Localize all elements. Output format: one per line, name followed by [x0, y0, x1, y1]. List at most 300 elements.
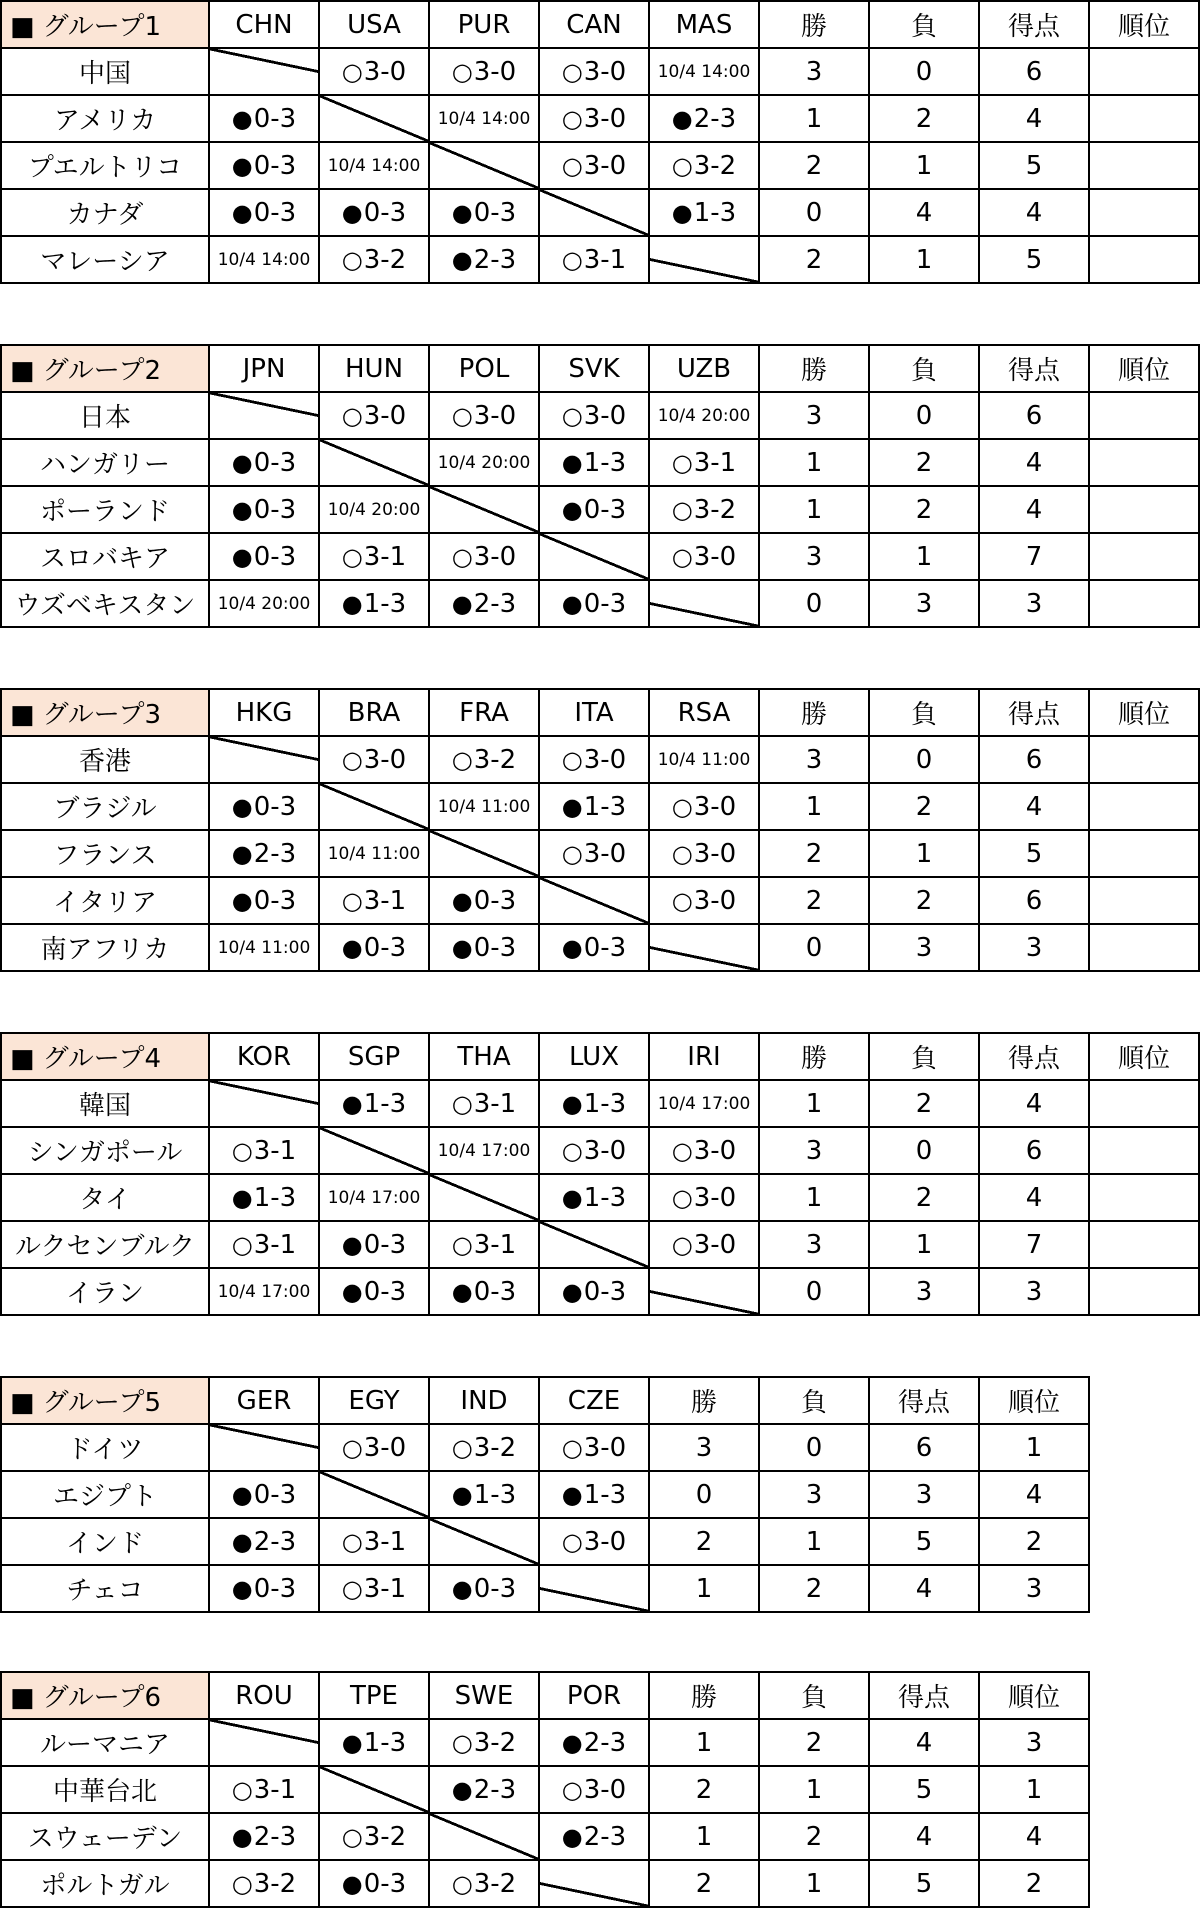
match-result	[539, 1719, 649, 1766]
match-result	[429, 1268, 539, 1315]
match-score: 3-0	[363, 56, 407, 87]
points-header: 得点	[979, 689, 1089, 736]
match-result	[319, 736, 429, 783]
win-circle-icon: ○	[341, 745, 363, 774]
points-header: 得点	[869, 1672, 979, 1719]
match-score: 1-3	[473, 1479, 517, 1510]
group-title	[1, 345, 209, 392]
match-result	[209, 1174, 319, 1221]
team-name: 中国	[1, 48, 209, 95]
match-score: 3-0	[693, 541, 737, 572]
losses-value: 0	[869, 48, 979, 95]
win-circle-icon: ○	[561, 745, 583, 774]
team-name: チェコ	[1, 1565, 209, 1612]
match-score: 3-1	[473, 1088, 517, 1119]
rank-value	[1089, 236, 1199, 283]
match-score: 3-0	[693, 791, 737, 822]
match-result	[429, 1860, 539, 1907]
rank-value	[1089, 486, 1199, 533]
match-score: 3-1	[253, 1229, 297, 1260]
loss-dot-icon: ●	[451, 886, 473, 915]
match-result	[319, 392, 429, 439]
loss-dot-icon: ●	[231, 886, 253, 915]
loss-dot-icon: ●	[231, 792, 253, 821]
rank-value	[1089, 1221, 1199, 1268]
diagonal-cell	[649, 580, 759, 627]
win-circle-icon: ○	[341, 1527, 363, 1556]
win-circle-icon: ○	[561, 1775, 583, 1804]
losses-header: 負	[869, 689, 979, 736]
match-score: 3-1	[363, 1526, 407, 1557]
match-result	[319, 189, 429, 236]
team-name: プエルトリコ	[1, 142, 209, 189]
table-row	[1, 142, 1199, 189]
loss-dot-icon: ●	[561, 1089, 583, 1118]
win-circle-icon: ○	[451, 745, 473, 774]
scheduled-match: 10/4 20:00	[429, 439, 539, 486]
group-title	[1, 1033, 209, 1080]
win-circle-icon: ○	[451, 1230, 473, 1259]
match-score: 3-2	[363, 1821, 407, 1852]
match-result	[319, 1518, 429, 1565]
match-score: 3-1	[473, 1229, 517, 1260]
points-value: 6	[979, 877, 1089, 924]
loss-dot-icon: ●	[231, 1527, 253, 1556]
points-value: 4	[869, 1813, 979, 1860]
match-result	[539, 830, 649, 877]
diagonal-cell	[539, 1221, 649, 1268]
match-score: 1-3	[363, 1727, 407, 1758]
table-row	[1, 1174, 1199, 1221]
points-value: 6	[869, 1424, 979, 1471]
match-result	[319, 924, 429, 971]
header-row	[1, 1672, 1089, 1719]
match-score: 3-1	[363, 541, 407, 572]
team-code-pol: POL	[429, 345, 539, 392]
match-result	[539, 1518, 649, 1565]
points-value: 3	[979, 924, 1089, 971]
loss-dot-icon: ●	[451, 933, 473, 962]
team-name: ドイツ	[1, 1424, 209, 1471]
diagonal-cell	[319, 1127, 429, 1174]
rank-value	[1089, 1268, 1199, 1315]
rank-value: 2	[979, 1518, 1089, 1565]
losses-value: 0	[869, 736, 979, 783]
match-score: 3-0	[583, 150, 627, 181]
wins-value: 0	[759, 1268, 869, 1315]
match-result	[539, 142, 649, 189]
table-row	[1, 1719, 1089, 1766]
match-result	[319, 1424, 429, 1471]
win-circle-icon: ○	[341, 57, 363, 86]
diagonal-cell	[539, 189, 649, 236]
win-circle-icon: ○	[341, 401, 363, 430]
losses-value: 3	[869, 580, 979, 627]
match-result	[539, 48, 649, 95]
team-name: 香港	[1, 736, 209, 783]
table-row	[1, 783, 1199, 830]
losses-header: 負	[759, 1672, 869, 1719]
loss-dot-icon: ●	[341, 1728, 363, 1757]
points-value: 5	[869, 1518, 979, 1565]
table-row	[1, 1080, 1199, 1127]
match-result	[649, 830, 759, 877]
team-name: 韓国	[1, 1080, 209, 1127]
rank-value	[1089, 580, 1199, 627]
loss-dot-icon: ●	[451, 589, 473, 618]
rank-value	[1089, 439, 1199, 486]
points-value: 5	[869, 1860, 979, 1907]
team-code-sgp: SGP	[319, 1033, 429, 1080]
match-score: 3-0	[473, 56, 517, 87]
match-score: 0-3	[473, 1573, 517, 1604]
team-name: マレーシア	[1, 236, 209, 283]
match-result	[539, 1813, 649, 1860]
match-score: 1-3	[583, 1479, 627, 1510]
match-score: 3-0	[363, 1432, 407, 1463]
match-score: 0-3	[363, 1229, 407, 1260]
scheduled-match: 10/4 14:00	[209, 236, 319, 283]
loss-dot-icon: ●	[231, 1574, 253, 1603]
match-result	[539, 580, 649, 627]
match-result	[209, 1127, 319, 1174]
match-result	[539, 439, 649, 486]
match-result	[429, 1471, 539, 1518]
match-result	[539, 1174, 649, 1221]
diagonal-cell	[319, 783, 429, 830]
match-score: 0-3	[473, 932, 517, 963]
team-name: 日本	[1, 392, 209, 439]
match-score: 3-1	[583, 244, 627, 275]
team-name: アメリカ	[1, 95, 209, 142]
match-result	[649, 783, 759, 830]
match-result	[319, 48, 429, 95]
wins-value: 3	[759, 533, 869, 580]
match-score: 1-3	[583, 447, 627, 478]
rank-header: 順位	[1089, 1, 1199, 48]
match-score: 3-0	[693, 1135, 737, 1166]
match-score: 0-3	[253, 885, 297, 916]
win-circle-icon: ○	[671, 495, 693, 524]
table-row	[1, 533, 1199, 580]
diagonal-cell	[209, 48, 319, 95]
team-code-tha: THA	[429, 1033, 539, 1080]
diagonal-cell	[209, 1080, 319, 1127]
match-score: 0-3	[363, 1868, 407, 1899]
wins-value: 1	[759, 1174, 869, 1221]
table-row	[1, 95, 1199, 142]
match-score: 0-3	[473, 197, 517, 228]
group-1-table	[0, 0, 1200, 284]
losses-value: 2	[869, 877, 979, 924]
group-2-table	[0, 344, 1200, 628]
points-header: 得点	[979, 1033, 1089, 1080]
match-result	[649, 1174, 759, 1221]
match-score: 3-2	[363, 244, 407, 275]
points-value: 5	[869, 1766, 979, 1813]
diagonal-cell	[649, 236, 759, 283]
points-value: 7	[979, 533, 1089, 580]
diagonal-cell	[429, 1174, 539, 1221]
team-name: 中華台北	[1, 1766, 209, 1813]
team-code-usa: USA	[319, 1, 429, 48]
scheduled-match: 10/4 20:00	[209, 580, 319, 627]
match-score: 2-3	[583, 1821, 627, 1852]
match-result	[319, 533, 429, 580]
match-result	[209, 1813, 319, 1860]
points-value: 3	[869, 1471, 979, 1518]
team-name: タイ	[1, 1174, 209, 1221]
team-code-swe: SWE	[429, 1672, 539, 1719]
losses-value: 1	[759, 1518, 869, 1565]
loss-dot-icon: ●	[231, 198, 253, 227]
points-value: 4	[869, 1565, 979, 1612]
table-row	[1, 830, 1199, 877]
table-row	[1, 580, 1199, 627]
match-result	[209, 142, 319, 189]
team-name: イタリア	[1, 877, 209, 924]
match-score: 2-3	[473, 244, 517, 275]
match-result	[319, 1719, 429, 1766]
losses-value: 4	[869, 189, 979, 236]
win-circle-icon: ○	[671, 151, 693, 180]
match-result	[429, 236, 539, 283]
diagonal-cell	[649, 1268, 759, 1315]
match-result	[649, 1221, 759, 1268]
team-code-hun: HUN	[319, 345, 429, 392]
loss-dot-icon: ●	[671, 104, 693, 133]
win-circle-icon: ○	[561, 839, 583, 868]
match-result	[539, 1268, 649, 1315]
losses-value: 2	[869, 1080, 979, 1127]
losses-value: 2	[759, 1719, 869, 1766]
match-score: 3-0	[583, 1526, 627, 1557]
team-code-hkg: HKG	[209, 689, 319, 736]
match-score: 0-3	[363, 1276, 407, 1307]
losses-value: 1	[869, 142, 979, 189]
match-score: 3-1	[253, 1135, 297, 1166]
scheduled-match: 10/4 17:00	[209, 1268, 319, 1315]
match-result	[319, 1080, 429, 1127]
match-score: 2-3	[473, 588, 517, 619]
match-score: 1-3	[253, 1182, 297, 1213]
points-value: 4	[869, 1719, 979, 1766]
team-name: ポルトガル	[1, 1860, 209, 1907]
header-row	[1, 689, 1199, 736]
table-row	[1, 1221, 1199, 1268]
match-result	[429, 736, 539, 783]
losses-value: 1	[869, 830, 979, 877]
match-score: 3-0	[583, 1432, 627, 1463]
match-score: 3-2	[473, 1727, 517, 1758]
team-code-lux: LUX	[539, 1033, 649, 1080]
team-code-iri: IRI	[649, 1033, 759, 1080]
losses-value: 2	[759, 1813, 869, 1860]
wins-value: 0	[759, 189, 869, 236]
match-result	[209, 783, 319, 830]
match-score: 3-0	[473, 541, 517, 572]
points-value: 6	[979, 1127, 1089, 1174]
rank-value: 3	[979, 1719, 1089, 1766]
match-score: 3-0	[473, 400, 517, 431]
loss-dot-icon: ●	[341, 1277, 363, 1306]
match-score: 3-0	[363, 744, 407, 775]
loss-dot-icon: ●	[231, 151, 253, 180]
losses-header: 負	[869, 345, 979, 392]
match-result	[429, 1221, 539, 1268]
diagonal-cell	[319, 95, 429, 142]
rank-value	[1089, 189, 1199, 236]
match-result	[649, 95, 759, 142]
match-score: 3-0	[693, 838, 737, 869]
table-row	[1, 924, 1199, 971]
points-value: 4	[979, 95, 1089, 142]
match-score: 1-3	[693, 197, 737, 228]
wins-value: 1	[649, 1813, 759, 1860]
square-bullet-icon: ■	[10, 12, 35, 42]
losses-value: 2	[869, 783, 979, 830]
team-code-ita: ITA	[539, 689, 649, 736]
team-code-bra: BRA	[319, 689, 429, 736]
win-circle-icon: ○	[341, 1822, 363, 1851]
win-circle-icon: ○	[671, 1230, 693, 1259]
loss-dot-icon: ●	[341, 198, 363, 227]
match-score: 0-3	[253, 103, 297, 134]
rank-value	[1089, 830, 1199, 877]
match-result	[539, 95, 649, 142]
team-code-rsa: RSA	[649, 689, 759, 736]
match-score: 0-3	[473, 1276, 517, 1307]
match-score: 0-3	[253, 791, 297, 822]
losses-value: 3	[869, 924, 979, 971]
match-result	[429, 533, 539, 580]
match-score: 0-3	[253, 150, 297, 181]
match-result	[319, 236, 429, 283]
points-value: 5	[979, 142, 1089, 189]
match-score: 1-3	[363, 1088, 407, 1119]
table-row	[1, 1860, 1089, 1907]
diagonal-cell	[429, 830, 539, 877]
losses-value: 0	[869, 1127, 979, 1174]
group-title	[1, 1, 209, 48]
match-score: 3-2	[253, 1868, 297, 1899]
points-value: 3	[979, 1268, 1089, 1315]
wins-value: 1	[649, 1565, 759, 1612]
match-result	[539, 1471, 649, 1518]
group-title-text: グループ4	[42, 1044, 162, 1074]
group-title	[1, 1377, 209, 1424]
wins-value: 0	[649, 1471, 759, 1518]
table-row	[1, 877, 1199, 924]
scheduled-match: 10/4 14:00	[429, 95, 539, 142]
wins-header: 勝	[649, 1377, 759, 1424]
match-result	[539, 392, 649, 439]
loss-dot-icon: ●	[231, 495, 253, 524]
wins-value: 3	[759, 1127, 869, 1174]
losses-value: 2	[869, 95, 979, 142]
match-score: 3-2	[693, 150, 737, 181]
win-circle-icon: ○	[671, 542, 693, 571]
wins-value: 2	[649, 1766, 759, 1813]
scheduled-match: 10/4 11:00	[649, 736, 759, 783]
wins-value: 0	[759, 924, 869, 971]
win-circle-icon: ○	[451, 1869, 473, 1898]
match-result	[209, 1518, 319, 1565]
match-result	[319, 1221, 429, 1268]
group-6-table	[0, 1671, 1090, 1908]
group-4-table	[0, 1032, 1200, 1316]
diagonal-cell	[209, 1424, 319, 1471]
table-row	[1, 1766, 1089, 1813]
square-bullet-icon: ■	[10, 356, 35, 386]
team-code-tpe: TPE	[319, 1672, 429, 1719]
loss-dot-icon: ●	[231, 839, 253, 868]
match-result	[209, 486, 319, 533]
points-value: 6	[979, 48, 1089, 95]
loss-dot-icon: ●	[561, 495, 583, 524]
team-code-svk: SVK	[539, 345, 649, 392]
team-code-por: POR	[539, 1672, 649, 1719]
match-score: 0-3	[583, 494, 627, 525]
match-result	[319, 580, 429, 627]
group-title-text: グループ5	[42, 1388, 162, 1418]
team-code-rou: ROU	[209, 1672, 319, 1719]
team-code-chn: CHN	[209, 1, 319, 48]
match-result	[429, 1719, 539, 1766]
wins-value: 2	[759, 142, 869, 189]
win-circle-icon: ○	[671, 448, 693, 477]
table-row	[1, 1813, 1089, 1860]
match-result	[209, 189, 319, 236]
rank-value	[1089, 1174, 1199, 1221]
win-circle-icon: ○	[451, 1089, 473, 1118]
rank-header: 順位	[1089, 1033, 1199, 1080]
group-5-table	[0, 1376, 1090, 1613]
match-score: 3-0	[583, 103, 627, 134]
wins-value: 3	[759, 1221, 869, 1268]
wins-header: 勝	[759, 1033, 869, 1080]
match-result	[429, 1565, 539, 1612]
team-code-kor: KOR	[209, 1033, 319, 1080]
wins-header: 勝	[759, 689, 869, 736]
diagonal-cell	[429, 1518, 539, 1565]
wins-value: 2	[759, 877, 869, 924]
team-name: ブラジル	[1, 783, 209, 830]
table-row	[1, 1565, 1089, 1612]
rank-value: 4	[979, 1813, 1089, 1860]
win-circle-icon: ○	[231, 1869, 253, 1898]
team-name: ハンガリー	[1, 439, 209, 486]
points-header: 得点	[869, 1377, 979, 1424]
team-code-pur: PUR	[429, 1, 539, 48]
points-value: 4	[979, 783, 1089, 830]
rank-value	[1089, 142, 1199, 189]
win-circle-icon: ○	[341, 1574, 363, 1603]
wins-header: 勝	[759, 345, 869, 392]
group-3-table	[0, 688, 1200, 972]
losses-value: 1	[869, 1221, 979, 1268]
rank-header: 順位	[979, 1672, 1089, 1719]
square-bullet-icon: ■	[10, 1044, 35, 1074]
losses-value: 2	[869, 439, 979, 486]
diagonal-cell	[539, 533, 649, 580]
match-result	[649, 877, 759, 924]
loss-dot-icon: ●	[231, 104, 253, 133]
win-circle-icon: ○	[231, 1775, 253, 1804]
diagonal-cell	[539, 1565, 649, 1612]
square-bullet-icon: ■	[10, 1388, 35, 1418]
diagonal-cell	[429, 142, 539, 189]
